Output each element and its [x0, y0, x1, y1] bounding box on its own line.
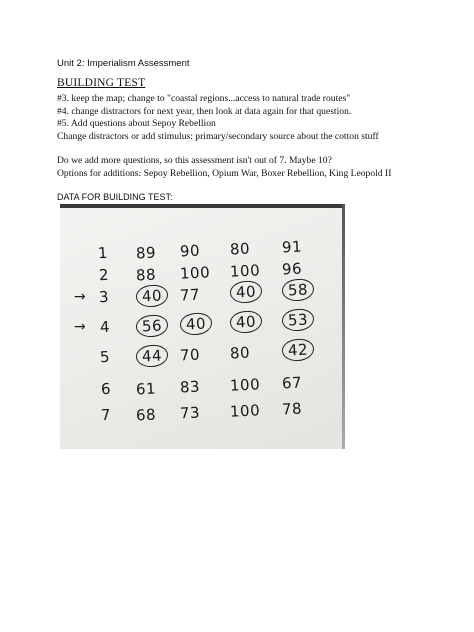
circled-score: 40: [135, 284, 168, 308]
circled-score: 42: [281, 338, 314, 362]
photo-frame-edge: [60, 204, 345, 208]
note-line: #4. change distractors for next year, then look at data again for that question.: [57, 106, 352, 117]
data-label: DATA FOR BUILDING TEST:: [57, 192, 173, 202]
score: 73: [179, 403, 201, 423]
row-number: 2: [98, 265, 110, 285]
score: 61: [135, 379, 157, 399]
circled-score: 40: [179, 312, 212, 336]
score: 100: [229, 261, 261, 281]
row-number: 7: [100, 405, 112, 425]
note-line: Change distractors or add stimulus: primary/secondary source about the cotton stuff: [57, 131, 379, 142]
row-number: 1: [97, 243, 109, 263]
circled-score: 44: [135, 344, 168, 368]
score: 89: [135, 243, 157, 263]
note-line: #3. keep the map; change to "coastal regions...access to natural trade routes": [57, 93, 351, 104]
circled-score: 40: [229, 280, 262, 304]
row-arrow: →: [74, 319, 86, 335]
section-heading: BUILDING TEST: [57, 77, 146, 89]
score: 90: [179, 241, 201, 261]
score: 70: [179, 345, 201, 365]
score: 68: [135, 405, 157, 425]
score: 96: [281, 259, 303, 279]
score: 80: [229, 343, 251, 363]
question-line: Do we add more questions, so this assessment isn't out of 7. Maybe 10?: [57, 155, 332, 166]
row-arrow: →: [74, 289, 86, 305]
circled-score: 56: [135, 314, 168, 338]
score: 80: [229, 239, 251, 259]
score: 100: [179, 263, 211, 283]
score: 77: [179, 285, 201, 305]
row-number: 6: [100, 379, 112, 399]
score: 78: [281, 399, 303, 419]
circled-score: 53: [281, 308, 314, 332]
circled-score: 40: [229, 310, 262, 334]
score: 100: [229, 375, 261, 395]
score: 100: [229, 401, 261, 421]
note-line: #5. Add questions about Sepoy Rebellion: [57, 118, 216, 129]
score: 67: [281, 373, 303, 393]
whiteboard-photo: [60, 204, 345, 449]
score: 83: [179, 377, 201, 397]
circled-score: 58: [281, 278, 314, 302]
row-number: 4: [99, 317, 111, 337]
score: 88: [135, 265, 157, 285]
question-line: Options for additions: Sepoy Rebellion, Opium War, Boxer Rebellion, King Leopold II: [57, 168, 392, 179]
score: 91: [281, 237, 303, 257]
photo-frame-edge: [342, 204, 345, 449]
row-number: 5: [99, 347, 111, 367]
document-title: Unit 2: Imperialism Assessment: [57, 58, 190, 69]
row-number: 3: [98, 287, 110, 307]
